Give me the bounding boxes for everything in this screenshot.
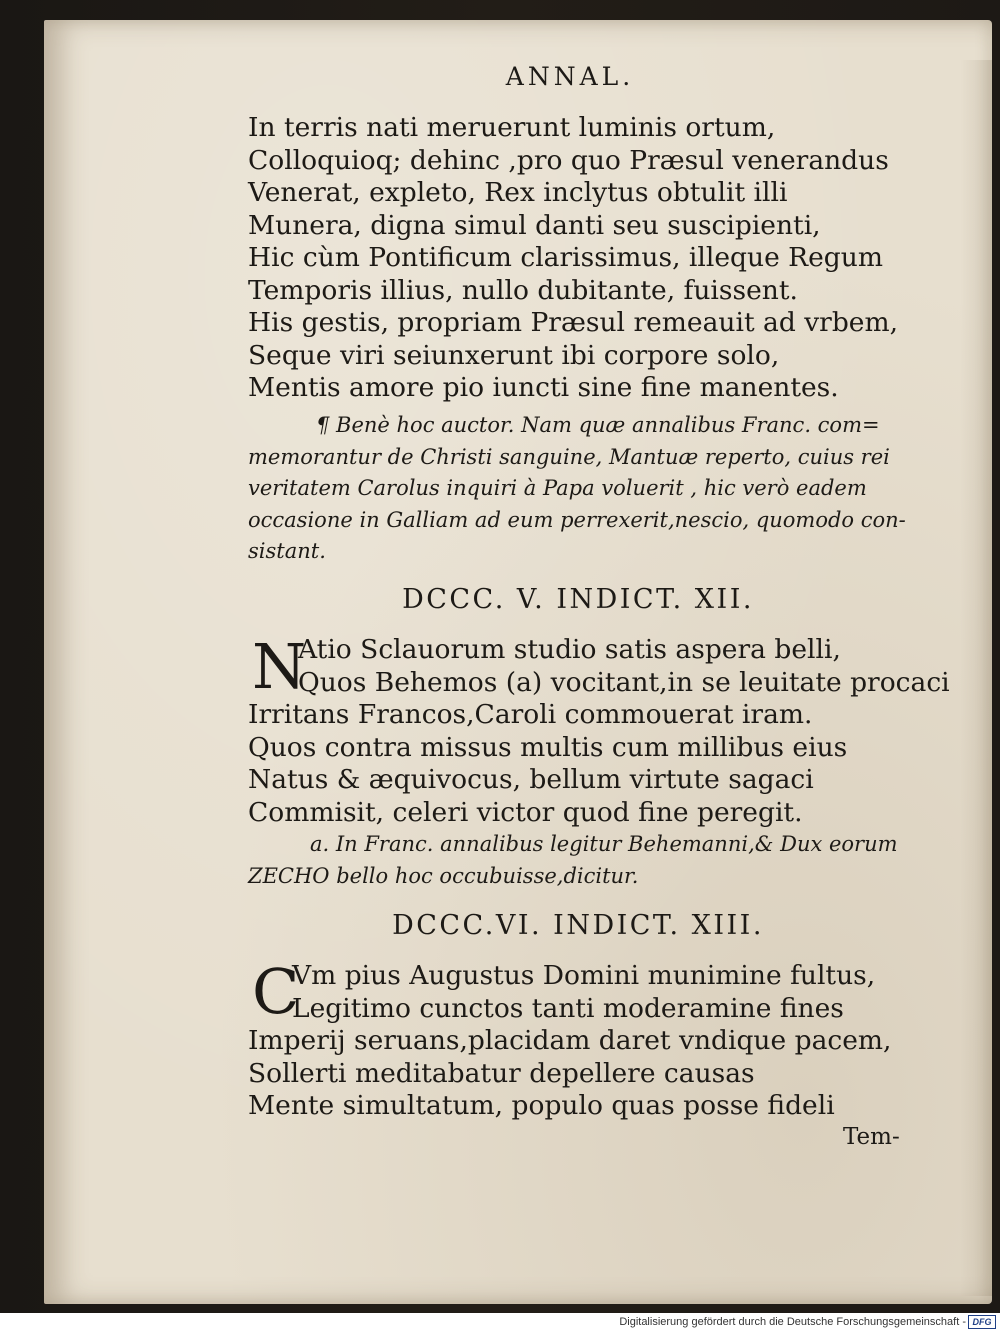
verse-line: Mentis amore pio iuncti sine fine manentes. [248, 372, 839, 403]
dfg-logo: DFG [968, 1315, 996, 1329]
verse-line: His gestis, propriam Præsul remeauit ad vrbem, [248, 307, 899, 338]
note-line: a. In Franc. annalibus legitur Behemanni,& Dux eorum [310, 832, 898, 856]
drop-cap-n: N [252, 630, 307, 703]
digitization-credit: Digitalisierung gefördert durch die Deutsche Forschungsgemeinschaft - [619, 1316, 966, 1328]
note-line: ZECHO bello hoc occubuisse,dicitur. [248, 863, 639, 888]
page-edge-shadow [960, 60, 992, 1296]
verse-line: Atio Sclauorum studio satis aspera belli, [298, 634, 841, 665]
verse-line: Mente simultatum, populo quas posse fideli [248, 1090, 835, 1121]
running-head: ANNAL. [505, 62, 635, 91]
section1-note [248, 410, 906, 568]
section2-note [248, 829, 898, 892]
section3-verse [248, 955, 892, 1123]
year-heading-805: DCCC. V. INDICT. XII. [402, 584, 754, 615]
section2-verse [248, 630, 950, 829]
verse-line: Quos contra missus multis cum millibus eius [248, 731, 848, 763]
verse-line: Colloquioq; dehinc ,pro quo Præsul venerandus [248, 144, 889, 176]
note-line: veritatem Carolus inquiri à Papa voluerit , hic verò eadem [248, 476, 867, 500]
verse-line: Venerat, expleto, Rex inclytus obtulit illi [248, 177, 788, 208]
note-line: occasione in Galliam ad eum perrexerit,nescio, quomodo con- [248, 507, 906, 532]
verse-line: Commisit, celeri victor quod fine peregit. [248, 796, 803, 828]
catchword: Tem- [843, 1124, 900, 1150]
note-line: sistant. [248, 539, 326, 563]
verse-line: Quos Behemos (a) vocitant,in se leuitate procaci [298, 666, 950, 698]
verse-line: In terris nati meruerunt luminis ortum, [248, 112, 776, 143]
verse-line: Sollerti meditabatur depellere causas [248, 1057, 755, 1089]
verse-line: Temporis illius, nullo dubitante, fuissent. [248, 274, 798, 306]
drop-cap-c: C [252, 955, 300, 1028]
verse-line: Seque viri seiunxerunt ibi corpore solo, [248, 339, 780, 371]
verse-line: Imperij seruans,placidam daret vndique pacem, [248, 1025, 892, 1056]
verse-line: Natus & æquivocus, bellum virtute sagaci [248, 764, 814, 795]
verse-line: Vm pius Augustus Domini munimine fultus, [292, 960, 876, 991]
note-line: memorantur de Christi sanguine, Mantuæ reperto, cuius rei [248, 444, 890, 469]
section1-verse [248, 112, 898, 405]
year-heading-806: DCCC.VI. INDICT. XIII. [392, 910, 764, 941]
verse-line: Legitimo cunctos tanti moderamine fines [292, 992, 844, 1024]
note-line: ¶ Benè hoc auctor. Nam quæ annalibus Franc. com= [316, 413, 880, 437]
verse-line: Munera, digna simul danti seu suscipienti, [248, 209, 821, 241]
verse-line: Irritans Francos,Caroli commouerat iram. [248, 699, 813, 730]
verse-line: Hic cùm Pontificum clarissimus, illeque Regum [248, 242, 883, 273]
